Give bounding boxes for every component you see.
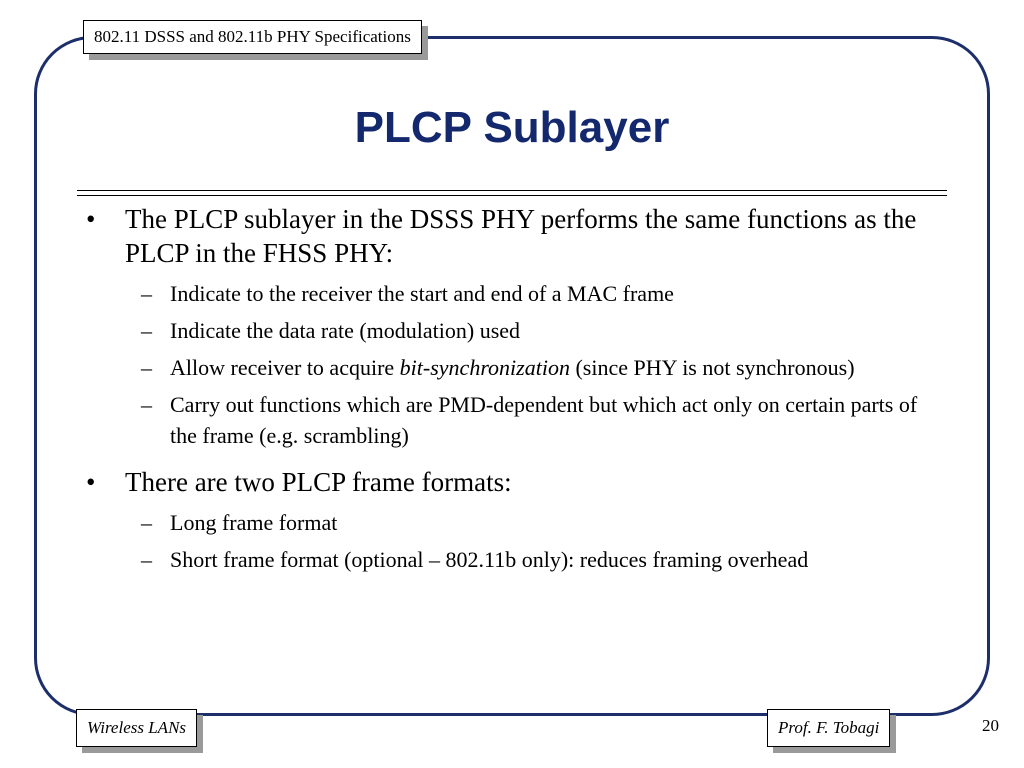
slide-body [84,202,944,581]
bullet-icon: • [86,467,96,497]
sub-item-text: Indicate the data rate (modulation) used [170,318,521,343]
dash-icon: – [141,547,152,572]
sub-item [84,315,944,346]
sub-item [84,544,944,575]
bullet-text: The PLCP sublayer in the DSSS PHY performs the same functions as the PLCP in the FHSS PHY: [125,204,917,268]
sub-item-text: Long frame format [170,510,338,535]
bullet-icon: • [86,204,96,234]
header-tag: 802.11 DSSS and 802.11b PHY Specifications [83,20,422,54]
sub-item-text: Indicate to the receiver the start and end of a MAC frame [170,281,674,306]
sub-item-italic-term: bit-synchronization [399,355,570,380]
title-divider [77,190,947,196]
bullet-item [84,202,944,270]
sub-item [84,352,944,383]
slide-title: PLCP Sublayer [354,103,670,152]
sub-item [84,389,944,451]
sub-item-text: Carry out functions which are PMD-dependent but which act only on certain parts of the frame (e.g. scrambling) [170,392,918,448]
sub-item [84,278,944,309]
footer-author-tag: Prof. F. Tobagi [767,709,890,747]
sub-item-text-after: (since PHY is not synchronous) [569,355,855,380]
dash-icon: – [141,318,152,343]
dash-icon: – [141,510,152,535]
footer-course-tag: Wireless LANs [76,709,197,747]
sub-item [84,507,944,538]
sub-item-text-before: Allow receiver to acquire [170,355,400,380]
page-number: 20 [982,716,999,735]
dash-icon: – [141,355,152,380]
dash-icon: – [141,281,152,306]
dash-icon: – [141,392,152,417]
bullet-item [84,465,944,499]
bullet-text: There are two PLCP frame formats: [125,467,512,497]
sub-item-text: Short frame format (optional – 802.11b only): reduces framing overhead [170,547,809,572]
